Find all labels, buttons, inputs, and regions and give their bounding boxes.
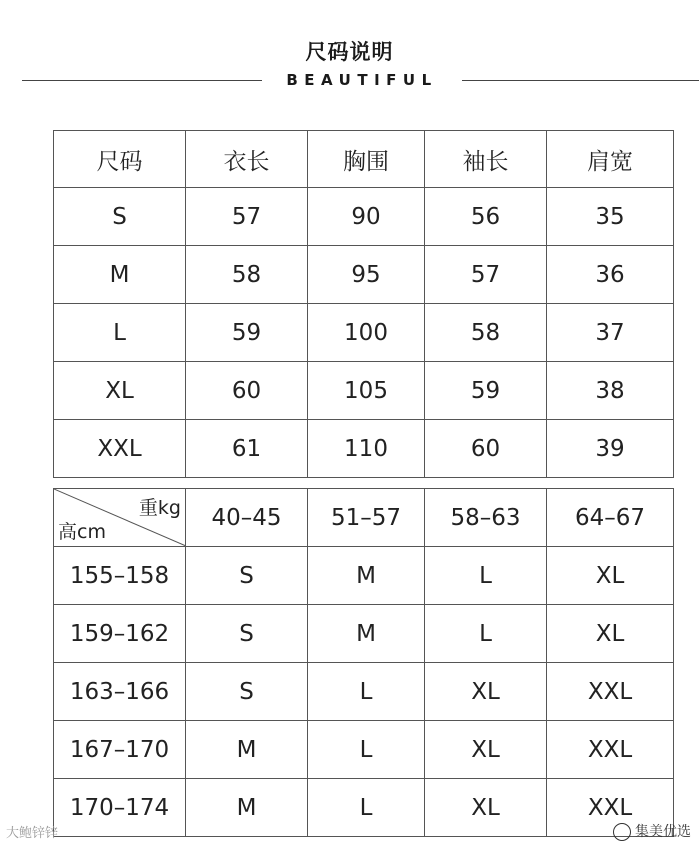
- size-cell: M: [54, 246, 186, 304]
- value-cell: 61: [186, 420, 308, 478]
- height-axis-label: 高cm: [58, 521, 106, 543]
- header-cell: 袖长: [425, 131, 547, 188]
- watermark-right-label: 集美优选: [635, 824, 691, 840]
- fit-size-cell: XL: [547, 605, 674, 663]
- value-cell: 56: [425, 188, 547, 246]
- value-cell: 37: [547, 304, 674, 362]
- table-row: [54, 420, 674, 478]
- size-chart-table: [53, 130, 674, 478]
- table-row: [54, 663, 674, 721]
- value-cell: 35: [547, 188, 674, 246]
- value-cell: 110: [308, 420, 425, 478]
- header-cell: 肩宽: [547, 131, 674, 188]
- fit-size-cell: M: [186, 721, 308, 779]
- fit-size-cell: XXL: [547, 779, 674, 837]
- weight-range-header: 40–45: [186, 489, 308, 547]
- fit-size-cell: L: [425, 547, 547, 605]
- height-range-cell: 167–170: [54, 721, 186, 779]
- value-cell: 58: [425, 304, 547, 362]
- header-cell: 胸围: [308, 131, 425, 188]
- value-cell: 57: [425, 246, 547, 304]
- value-cell: 90: [308, 188, 425, 246]
- fit-size-cell: XL: [425, 663, 547, 721]
- height-range-cell: 170–174: [54, 779, 186, 837]
- value-cell: 95: [308, 246, 425, 304]
- fit-size-cell: XXL: [547, 721, 674, 779]
- wechat-icon: [613, 823, 631, 841]
- fit-size-cell: M: [308, 547, 425, 605]
- fit-size-cell: XL: [425, 779, 547, 837]
- height-range-cell: 159–162: [54, 605, 186, 663]
- size-cell: XXL: [54, 420, 186, 478]
- table-row: [54, 304, 674, 362]
- corner-cell: [54, 489, 186, 547]
- size-chart-header-row: [54, 131, 674, 188]
- size-cell: XL: [54, 362, 186, 420]
- value-cell: 100: [308, 304, 425, 362]
- weight-axis-label: 重kg: [138, 497, 181, 519]
- header-cell: 衣长: [186, 131, 308, 188]
- value-cell: 36: [547, 246, 674, 304]
- fit-chart-table: [53, 488, 674, 837]
- watermark-right: [613, 821, 691, 841]
- table-row: [54, 721, 674, 779]
- fit-size-cell: M: [308, 605, 425, 663]
- size-cell: S: [54, 188, 186, 246]
- fit-size-cell: M: [186, 779, 308, 837]
- value-cell: 59: [186, 304, 308, 362]
- value-cell: 39: [547, 420, 674, 478]
- fit-size-cell: L: [308, 721, 425, 779]
- page-subtitle: BEAUTIFUL: [286, 71, 438, 89]
- fit-size-cell: S: [186, 605, 308, 663]
- header-cell: 尺码: [54, 131, 186, 188]
- fit-chart-header-row: [54, 489, 674, 547]
- table-row: [54, 605, 674, 663]
- value-cell: 105: [308, 362, 425, 420]
- weight-range-header: 51–57: [308, 489, 425, 547]
- value-cell: 60: [425, 420, 547, 478]
- weight-range-header: 58–63: [425, 489, 547, 547]
- table-row: [54, 547, 674, 605]
- height-range-cell: 155–158: [54, 547, 186, 605]
- table-row: [54, 362, 674, 420]
- title-divider-right: [462, 80, 699, 81]
- fit-size-cell: L: [308, 663, 425, 721]
- fit-size-cell: L: [308, 779, 425, 837]
- height-range-cell: 163–166: [54, 663, 186, 721]
- title-divider-left: [22, 80, 262, 81]
- value-cell: 58: [186, 246, 308, 304]
- table-row: [54, 188, 674, 246]
- fit-size-cell: XL: [425, 721, 547, 779]
- value-cell: 59: [425, 362, 547, 420]
- table-row: [54, 246, 674, 304]
- value-cell: 60: [186, 362, 308, 420]
- weight-range-header: 64–67: [547, 489, 674, 547]
- value-cell: 38: [547, 362, 674, 420]
- size-cell: L: [54, 304, 186, 362]
- fit-size-cell: L: [425, 605, 547, 663]
- fit-size-cell: S: [186, 547, 308, 605]
- watermark-left: 大鲍锌锌: [6, 826, 59, 841]
- fit-size-cell: XL: [547, 547, 674, 605]
- value-cell: 57: [186, 188, 308, 246]
- table-row: [54, 779, 674, 837]
- fit-size-cell: XXL: [547, 663, 674, 721]
- page-title: 尺码说明: [305, 40, 394, 64]
- fit-size-cell: S: [186, 663, 308, 721]
